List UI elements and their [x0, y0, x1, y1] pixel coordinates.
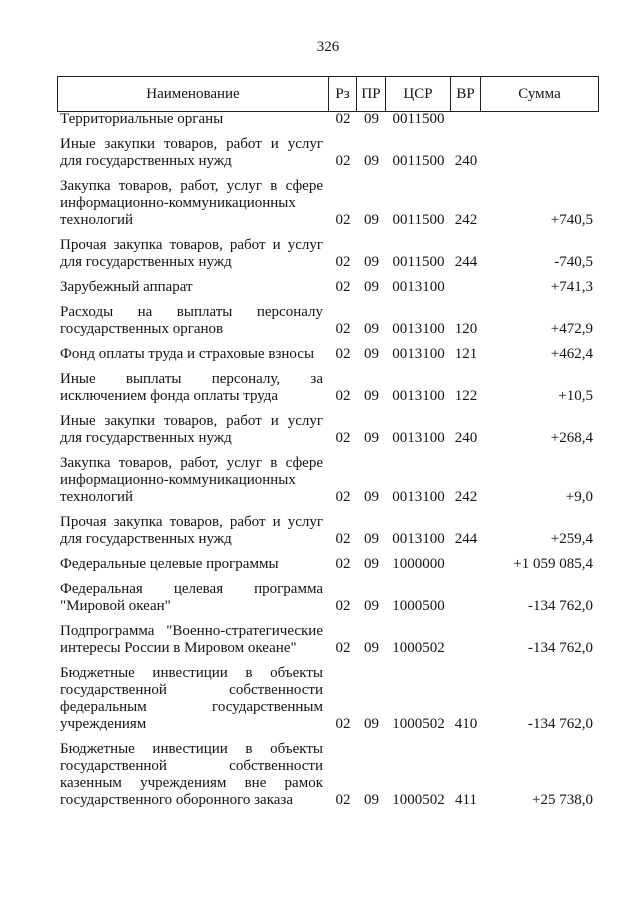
target-article-code: 1000000	[392, 556, 445, 572]
row-name	[57, 178, 329, 229]
row-name-line: государственных органов	[60, 321, 224, 337]
row-name-line: для государственных нужд	[60, 153, 232, 169]
row-name-line: Иные закупки товаров, работ и услуг	[60, 413, 323, 429]
table-header	[57, 76, 599, 112]
subsection-code: 09	[364, 388, 379, 404]
row-name-line: казенным учреждениям вне рамок	[60, 775, 323, 791]
row-name	[57, 665, 329, 733]
target-article-code: 1000502	[392, 640, 445, 656]
row-name	[57, 514, 329, 548]
row-name-line: Территориальные органы	[60, 111, 224, 127]
row-name-line: Подпрограмма "Военно-стратегические	[60, 623, 323, 639]
expense-type-code: 121	[454, 346, 478, 362]
subsection-code: 09	[364, 153, 379, 169]
row-name	[57, 741, 329, 809]
section-code: 02	[335, 598, 351, 614]
row-name	[57, 623, 329, 657]
amount: -134 762,0	[528, 716, 593, 732]
row-name-line: Иные выплаты персоналу, за	[60, 371, 323, 387]
target-article-code: 0011500	[392, 254, 445, 270]
row-name-line: информационно-коммуникационных	[60, 472, 296, 488]
subsection-code: 09	[364, 640, 379, 656]
row-name-line: государственной собственности	[60, 682, 323, 698]
amount: +462,4	[550, 346, 593, 362]
row-name	[57, 136, 329, 170]
subsection-code: 09	[364, 346, 379, 362]
amount: -740,5	[554, 254, 593, 270]
header-subsection: ПР	[357, 77, 386, 111]
header-section: Рз	[329, 77, 357, 111]
section-code: 02	[335, 716, 351, 732]
header-amount: Сумма	[481, 77, 599, 111]
subsection-code: 09	[364, 556, 379, 572]
row-name	[57, 304, 329, 338]
amount: +9,0	[565, 489, 593, 505]
section-code: 02	[335, 556, 351, 572]
target-article-code: 0011500	[392, 153, 445, 169]
amount: +10,5	[558, 388, 593, 404]
subsection-code: 09	[364, 598, 379, 614]
subsection-code: 09	[364, 279, 379, 295]
row-name-line: исключением фонда оплаты труда	[60, 388, 279, 404]
expense-type-code: 242	[454, 489, 478, 505]
header-target-article: ЦСР	[386, 77, 451, 111]
row-name	[57, 581, 329, 615]
row-name-line: Бюджетные инвестиции в объекты	[60, 665, 323, 681]
expense-type-code: 240	[454, 430, 478, 446]
amount: +740,5	[550, 212, 593, 228]
subsection-code: 09	[364, 212, 379, 228]
target-article-code: 1000502	[392, 716, 445, 732]
row-name-line: учреждениям	[60, 716, 147, 732]
amount: -134 762,0	[528, 598, 593, 614]
table-row	[57, 371, 599, 413]
amount: +268,4	[550, 430, 593, 446]
subsection-code: 09	[364, 321, 379, 337]
table-row	[57, 514, 599, 556]
target-article-code: 1000500	[392, 598, 445, 614]
target-article-code: 0013100	[392, 279, 445, 295]
amount: +259,4	[550, 531, 593, 547]
row-name-line: государственной собственности	[60, 758, 323, 774]
table-row	[57, 346, 599, 371]
table-row	[57, 581, 599, 623]
target-article-code: 0013100	[392, 531, 445, 547]
section-code: 02	[335, 388, 351, 404]
row-name	[57, 237, 329, 271]
row-name-line: Закупка товаров, работ, услуг в сфере	[60, 178, 323, 194]
table-row	[57, 455, 599, 514]
target-article-code: 0013100	[392, 346, 445, 362]
amount: +472,9	[550, 321, 593, 337]
table-row	[57, 279, 599, 304]
target-article-code: 1000502	[392, 792, 445, 808]
subsection-code: 09	[364, 792, 379, 808]
table-row	[57, 623, 599, 665]
table-row	[57, 178, 599, 237]
section-code: 02	[335, 212, 351, 228]
subsection-code: 09	[364, 531, 379, 547]
expense-type-code: 410	[454, 716, 478, 732]
row-name-line: Прочая закупка товаров, работ и услуг	[60, 514, 323, 530]
section-code: 02	[335, 279, 351, 295]
page-number: 326	[316, 39, 340, 55]
table-row	[57, 556, 599, 581]
table-row	[57, 136, 599, 178]
section-code: 02	[335, 640, 351, 656]
section-code: 02	[335, 321, 351, 337]
row-name	[57, 413, 329, 447]
row-name	[57, 279, 329, 296]
amount: +741,3	[550, 279, 593, 295]
row-name-line: Иные закупки товаров, работ и услуг	[60, 136, 323, 152]
section-code: 02	[335, 430, 351, 446]
subsection-code: 09	[364, 254, 379, 270]
row-name-line: федеральным государственным	[60, 699, 323, 715]
table-row	[57, 111, 599, 136]
amount: -134 762,0	[528, 640, 593, 656]
row-name-line: Федеральные целевые программы	[60, 556, 279, 572]
header-expense-type: ВР	[451, 77, 481, 111]
subsection-code: 09	[364, 111, 379, 127]
header-name: Наименование	[57, 77, 329, 111]
section-code: 02	[335, 254, 351, 270]
row-name-line: Прочая закупка товаров, работ и услуг	[60, 237, 323, 253]
row-name-line: Расходы на выплаты персоналу	[60, 304, 323, 320]
row-name	[57, 371, 329, 405]
section-code: 02	[335, 153, 351, 169]
target-article-code: 0013100	[392, 489, 445, 505]
expense-type-code: 242	[454, 212, 478, 228]
expense-type-code: 122	[454, 388, 478, 404]
amount: +25 738,0	[532, 792, 593, 808]
table-row	[57, 741, 599, 817]
row-name-line: для государственных нужд	[60, 430, 232, 446]
expense-type-code: 244	[454, 254, 478, 270]
expense-type-code: 244	[454, 531, 478, 547]
table-row	[57, 665, 599, 741]
row-name	[57, 556, 329, 573]
row-name-line: Бюджетные инвестиции в объекты	[60, 741, 323, 757]
subsection-code: 09	[364, 716, 379, 732]
table-row	[57, 237, 599, 279]
expense-type-code: 120	[454, 321, 478, 337]
table-row	[57, 413, 599, 455]
target-article-code: 0013100	[392, 430, 445, 446]
row-name-line: "Мировой океан"	[60, 598, 171, 614]
expense-type-code: 240	[454, 153, 478, 169]
row-name-line: информационно-коммуникационных	[60, 195, 296, 211]
section-code: 02	[335, 111, 351, 127]
table-body	[57, 111, 599, 817]
row-name-line: Закупка товаров, работ, услуг в сфере	[60, 455, 323, 471]
subsection-code: 09	[364, 489, 379, 505]
row-name-line: Зарубежный аппарат	[60, 279, 193, 295]
row-name	[57, 346, 329, 363]
target-article-code: 0011500	[392, 111, 445, 127]
row-name	[57, 455, 329, 506]
section-code: 02	[335, 792, 351, 808]
row-name-line: технологий	[60, 489, 134, 505]
section-code: 02	[335, 489, 351, 505]
target-article-code: 0011500	[392, 212, 445, 228]
amount: +1 059 085,4	[513, 556, 593, 572]
row-name-line: интересы России в Мировом океане"	[60, 640, 297, 656]
subsection-code: 09	[364, 430, 379, 446]
row-name-line: Федеральная целевая программа	[60, 581, 323, 597]
row-name	[57, 111, 329, 128]
section-code: 02	[335, 346, 351, 362]
row-name-line: государственного оборонного заказа	[60, 792, 294, 808]
target-article-code: 0013100	[392, 388, 445, 404]
section-code: 02	[335, 531, 351, 547]
table-row	[57, 304, 599, 346]
row-name-line: Фонд оплаты труда и страховые взносы	[60, 346, 315, 362]
row-name-line: для государственных нужд	[60, 254, 232, 270]
row-name-line: для государственных нужд	[60, 531, 232, 547]
row-name-line: технологий	[60, 212, 134, 228]
target-article-code: 0013100	[392, 321, 445, 337]
expense-type-code: 411	[455, 792, 477, 808]
